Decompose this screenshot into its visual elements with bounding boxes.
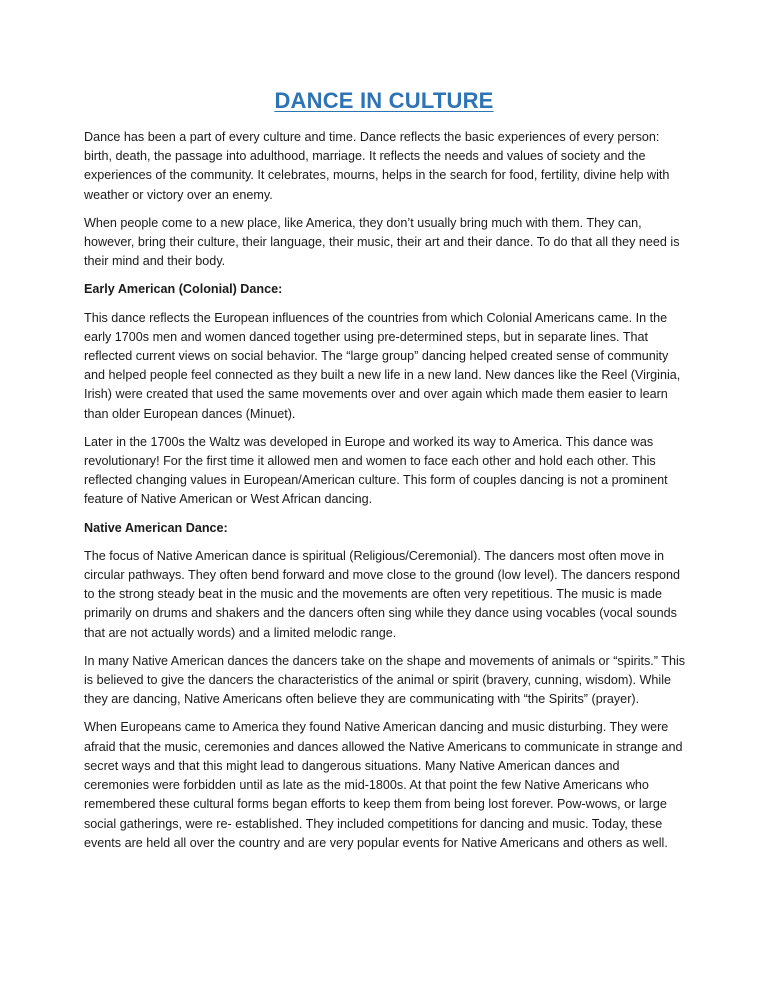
native-american-dance-paragraph-2: In many Native American dances the dancers take on the shape and movements of animals or “spirits.” This is believed to give the dancers the characteristics of the animal or spirit (bravery, cunning, wisdom). While they are dancing, Native Americans often believe they are communicating with “the Spirits” (prayer). <box>84 653 686 707</box>
colonial-dance-paragraph-1: This dance reflects the European influences of the countries from which Colonial Americans came. In the early 1700s men and women danced together using pre-determined steps, but in separate lines. That reflected current views on social behavior. The “large group” dancing helped created sense of community and helped people feel connected as they built a new life in a new land. New dances like the Reel (Virginia, Irish) were created that used the same movements over and over again which made them easier to learn than older European dances (Minuet). <box>84 310 681 421</box>
section-heading-native-american-dance: Native American Dance: <box>84 520 228 535</box>
document-title: DANCE IN CULTURE <box>274 88 494 113</box>
native-american-dance-paragraph-3: When Europeans came to America they found Native American dancing and music disturbing. They were afraid that the music, ceremonies and dances allowed the Native Americans to communicate in strange and secret ways and that this might lead to dangerous situations. Many Native American dances and ceremonies were forbidden until as late as the mid-1800s. At that point the few Native Americans who remembered these cultural forms began efforts to keep them from being lost forever. Pow-wows, or large social gatherings, were re- established. They included competitions for dancing and music. Today, these events are held all over the country and are very popular events for Native Americans and others as well. <box>84 720 683 850</box>
intro-paragraph-2: When people come to a new place, like America, they don’t usually bring much with them. They can, however, bring their culture, their language, their music, their art and their dance. To do that all they need is their mind and their body. <box>84 215 680 269</box>
intro-paragraph-1: Dance has been a part of every culture and time. Dance reflects the basic experiences of every person: birth, death, the passage into adulthood, marriage. It reflects the needs and values of society and the experiences of the community. It celebrates, mourns, helps in the search for food, fertility, divine help with weather or victory over an enemy. <box>84 130 670 202</box>
colonial-dance-paragraph-2: Later in the 1700s the Waltz was developed in Europe and worked its way to America. This dance was revolutionary! For the first time it allowed men and women to face each other and hold each other. This reflected changing values in European/American culture. This form of couples dancing is not a prominent feature of Native American or West African dancing. <box>84 434 668 507</box>
native-american-dance-paragraph-1: The focus of Native American dance is spiritual (Religious/Ceremonial). The dancers most often move in circular pathways. They often bend forward and move close to the ground (low level). The dancers respond to the strong steady beat in the music and the movements are often very repetitious. The music is made primarily on drums and shakers and the dancers often sing while they dance using vocables (vocal sounds that are not actually words) and a limited melodic range. <box>84 548 680 640</box>
document-body <box>84 128 686 862</box>
section-heading-colonial-dance: Early American (Colonial) Dance: <box>84 282 283 297</box>
